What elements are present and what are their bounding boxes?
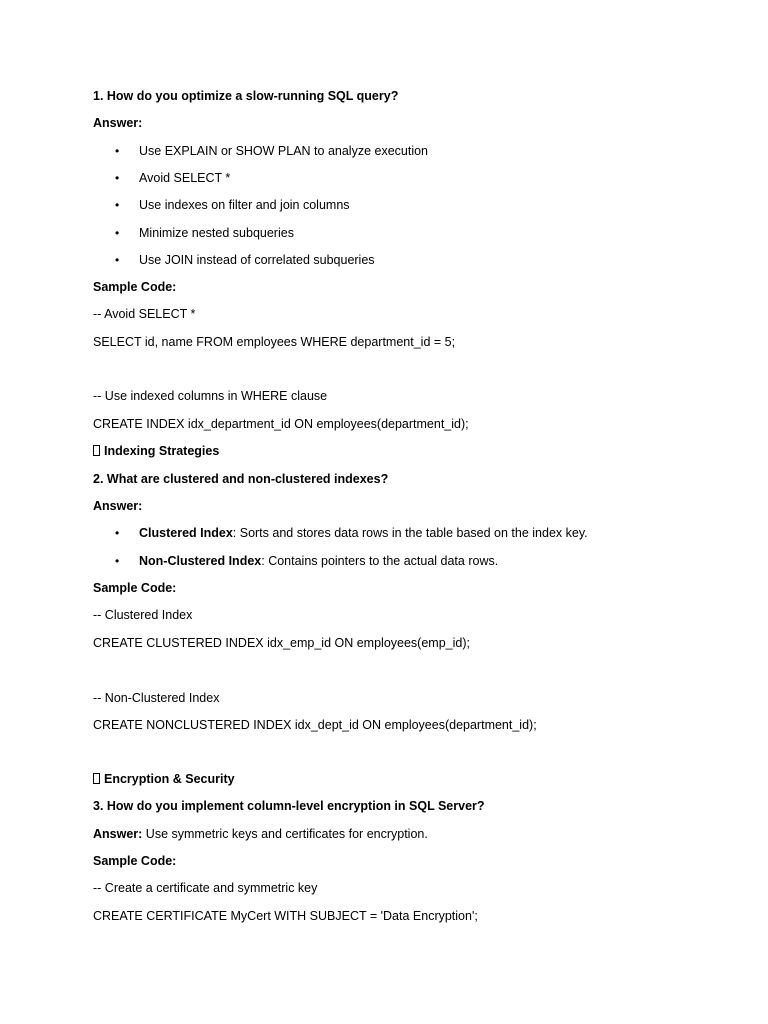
q2-bullet — [139, 525, 588, 541]
q3-answer-text: Use symmetric keys and certificates for encryption. — [142, 827, 428, 841]
bullet-desc: : Contains pointers to the actual data rows. — [261, 554, 499, 568]
bullet-icon: • — [115, 226, 120, 240]
q3-answer-label: Answer: — [93, 827, 143, 841]
q1-bullet: Minimize nested subqueries — [139, 226, 294, 240]
section-heading-encryption — [93, 771, 235, 787]
section-title: Encryption & Security — [104, 772, 235, 786]
q1-bullet: Avoid SELECT * — [139, 171, 231, 185]
code-line: CREATE NONCLUSTERED INDEX idx_dept_id ON employees(department_id); — [93, 718, 537, 732]
code-line: CREATE CERTIFICATE MyCert WITH SUBJECT = 'Data Encryption'; — [93, 909, 478, 923]
code-line: CREATE INDEX idx_department_id ON employees(department_id); — [93, 417, 469, 431]
q1-sample-label: Sample Code: — [93, 280, 177, 294]
bullet-icon: • — [115, 554, 120, 568]
section-heading-indexing — [93, 443, 219, 459]
bullet-term: Non-Clustered Index — [139, 554, 262, 568]
code-line: SELECT id, name FROM employees WHERE department_id = 5; — [93, 335, 456, 349]
code-comment: -- Non-Clustered Index — [93, 691, 220, 705]
bullet-desc: : Sorts and stores data rows in the table based on the index key. — [232, 526, 588, 540]
q1-answer-label: Answer: — [93, 116, 143, 130]
bullet-icon: • — [115, 171, 120, 185]
bullet-icon: • — [115, 526, 120, 540]
section-title: Indexing Strategies — [104, 444, 220, 458]
q2-question: 2. What are clustered and non-clustered indexes? — [93, 472, 389, 486]
bullet-icon: • — [115, 144, 120, 158]
q2-answer-label: Answer: — [93, 499, 143, 513]
q2-sample-label: Sample Code: — [93, 581, 177, 595]
missing-glyph-icon — [93, 445, 100, 456]
code-comment: -- Create a certificate and symmetric key — [93, 881, 318, 895]
q1-bullet: Use JOIN instead of correlated subqueries — [139, 253, 375, 267]
bullet-icon: • — [115, 198, 120, 212]
q1-bullet: Use EXPLAIN or SHOW PLAN to analyze execution — [139, 144, 429, 158]
code-line: CREATE CLUSTERED INDEX idx_emp_id ON employees(emp_id); — [93, 636, 470, 650]
bullet-term: Clustered Index — [139, 526, 233, 540]
q3-question: 3. How do you implement column-level encryption in SQL Server? — [93, 799, 485, 813]
code-comment: -- Avoid SELECT * — [93, 307, 196, 321]
q3-answer — [93, 826, 428, 842]
missing-glyph-icon — [93, 773, 100, 784]
q1-bullet: Use indexes on filter and join columns — [139, 198, 350, 212]
q3-sample-label: Sample Code: — [93, 854, 177, 868]
bullet-icon: • — [115, 253, 120, 267]
code-comment: -- Clustered Index — [93, 608, 193, 622]
q1-question: 1. How do you optimize a slow-running SQL query? — [93, 89, 399, 103]
code-comment: -- Use indexed columns in WHERE clause — [93, 389, 328, 403]
q2-bullet — [139, 553, 498, 569]
